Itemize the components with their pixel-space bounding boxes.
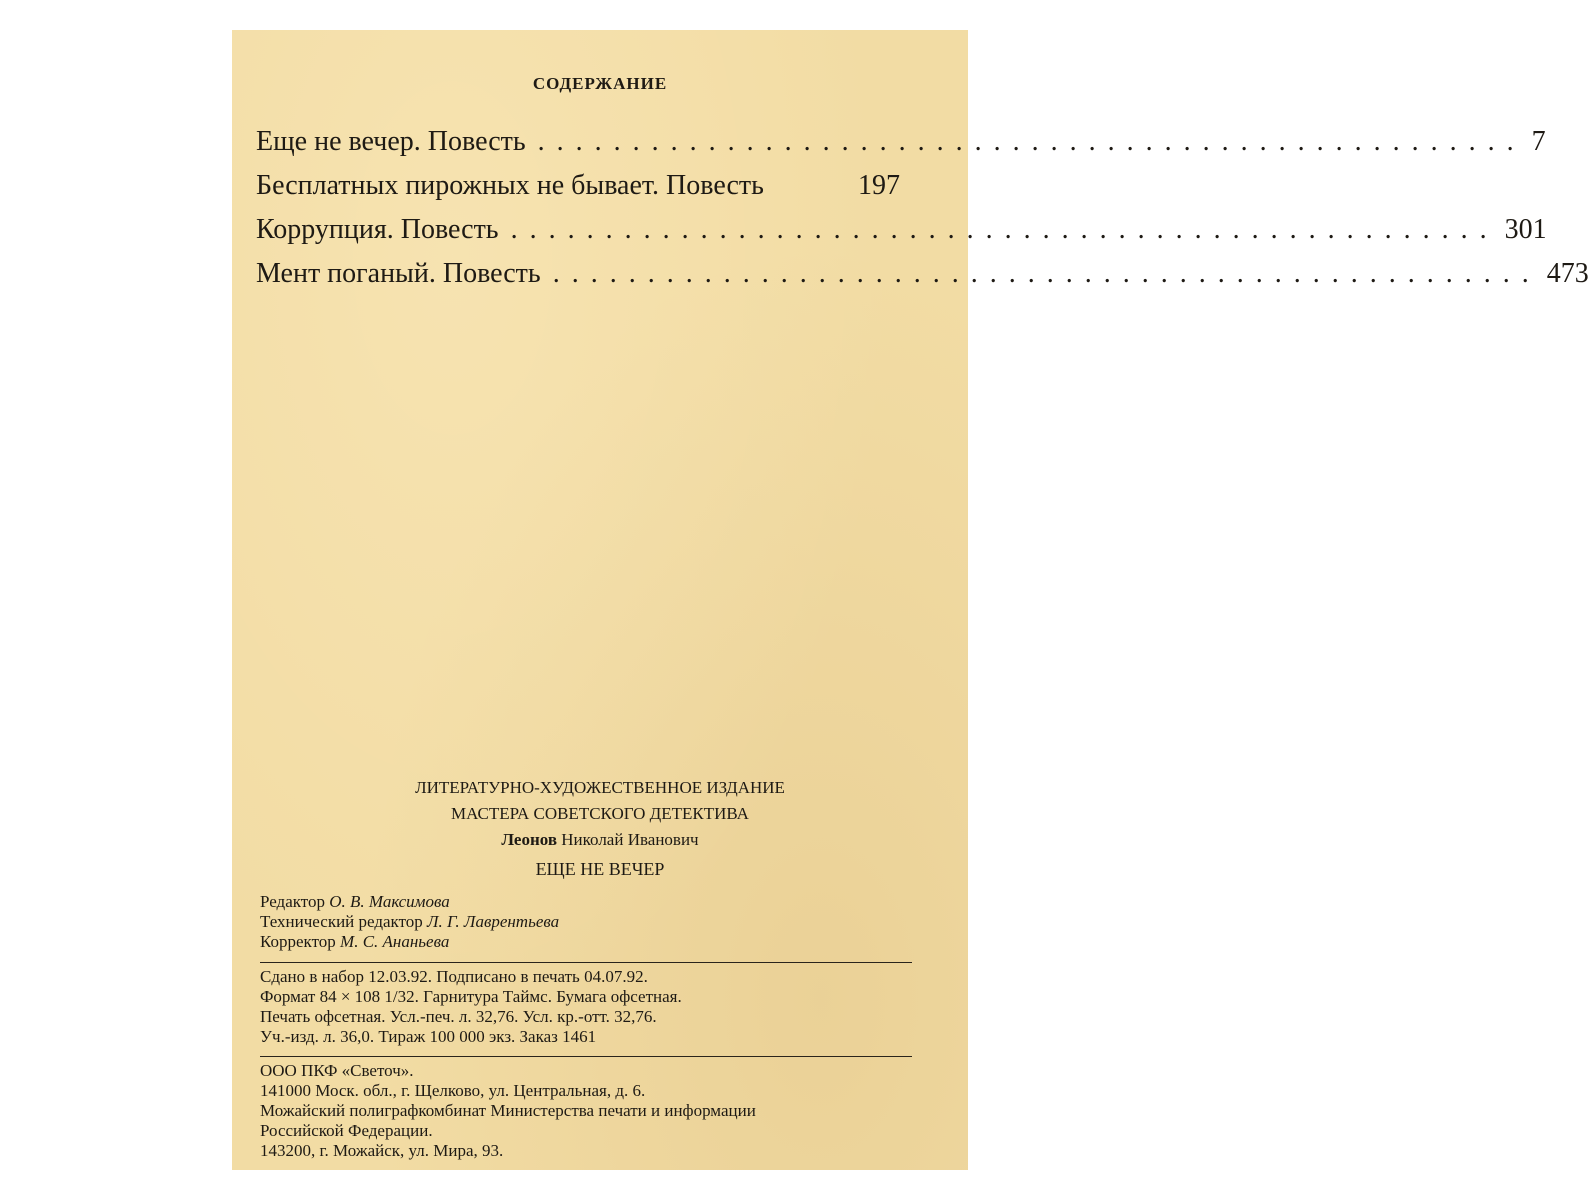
toc-entry-page: 473 (1546, 258, 1589, 289)
toc-entry (256, 164, 900, 208)
staff-line (260, 892, 559, 912)
book-title: ЕЩЕ НЕ ВЕЧЕР (535, 859, 665, 879)
publisher-info (260, 1061, 756, 1161)
author-name (232, 830, 968, 850)
toc-entry-title: Мент поганый. Повесть (256, 258, 541, 289)
toc-entry-page: 7 (1531, 126, 1546, 157)
toc-entry-title: Еще не вечер. Повесть (256, 126, 526, 157)
divider-rule (260, 1056, 912, 1057)
publisher-line: 143200, г. Можайск, ул. Мира, 93. (260, 1141, 504, 1160)
edition-type: ЛИТЕРАТУРНО-ХУДОЖЕСТВЕННОЕ ИЗДАНИЕ (415, 778, 785, 797)
author-given-names: Николай Иванович (561, 830, 699, 849)
publisher-line: ООО ПКФ «Светоч». (260, 1061, 414, 1080)
toc-leader-dots: .................................................... (537, 126, 1526, 157)
toc-entry (256, 208, 1547, 252)
toc-entry-title: Бесплатных пирожных не бывает. Повесть (256, 170, 764, 201)
print-details (260, 967, 682, 1047)
staff-role: Технический редактор (260, 912, 423, 931)
publisher-line: Российской Федерации. (260, 1121, 433, 1140)
publisher-line: 141000 Моск. обл., г. Щелково, ул. Центральная, д. 6. (260, 1081, 646, 1100)
divider-rule (260, 962, 912, 963)
toc-entry (256, 120, 1546, 164)
toc-leader-dots: .................................................... (510, 214, 1499, 245)
print-detail-line: Уч.-изд. л. 36,0. Тираж 100 000 экз. Заказ 1461 (260, 1027, 597, 1046)
publisher-line: Можайский полиграфкомбинат Министерства печати и информации (260, 1101, 756, 1120)
toc-entry-page: 301 (1504, 214, 1547, 245)
staff-person: О. В. Максимова (329, 892, 450, 911)
print-detail-line: Формат 84 × 108 1/32. Гарнитура Таймс. Бумага офсетная. (260, 987, 682, 1006)
book-page (232, 30, 1589, 1170)
staff-line (260, 932, 559, 952)
toc-entry (256, 252, 1589, 296)
staff-role: Корректор (260, 932, 336, 951)
print-detail-line: Сдано в набор 12.03.92. Подписано в печать 04.07.92. (260, 967, 648, 986)
series-name: МАСТЕРА СОВЕТСКОГО ДЕТЕКТИВА (451, 804, 749, 823)
author-surname: Леонов (501, 830, 558, 849)
toc-entry-title: Коррупция. Повесть (256, 214, 499, 245)
staff-line (260, 912, 559, 932)
toc-title: СОДЕРЖАНИЕ (532, 74, 668, 93)
toc-list (256, 120, 1589, 296)
staff-person: Л. Г. Лаврентьева (427, 912, 560, 931)
toc-leader-dots: .................................................... (552, 258, 1541, 289)
staff-credits (260, 892, 559, 952)
toc-entry-page: 197 (858, 170, 900, 201)
staff-person: М. С. Ананьева (340, 932, 450, 951)
staff-role: Редактор (260, 892, 325, 911)
print-detail-line: Печать офсетная. Усл.-печ. л. 32,76. Усл. кр.-отт. 32,76. (260, 1007, 657, 1026)
